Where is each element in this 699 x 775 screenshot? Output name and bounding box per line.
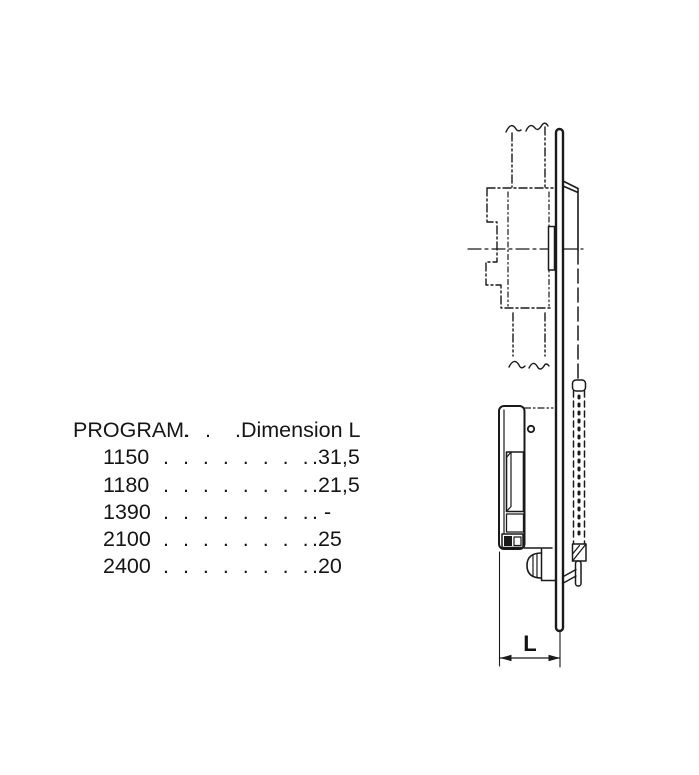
lock-block-inner: [514, 537, 521, 546]
program-number: 1150: [103, 445, 150, 469]
leg-braces: [563, 570, 577, 584]
dimension-l-label: L: [523, 631, 537, 656]
dimension-value: .25: [312, 527, 342, 551]
dimension-value: . -: [312, 500, 332, 524]
dimension-arrow-left: [500, 655, 512, 661]
dimension-value: .21,5: [312, 473, 360, 497]
dot-leader: . . . . . . . .: [163, 473, 309, 497]
program-number: 1180: [103, 473, 150, 497]
screw-stem: [542, 549, 557, 581]
latch-lower-section: [507, 514, 524, 532]
break-line-top: [506, 123, 548, 132]
table-header-leader: . .: [183, 418, 211, 442]
break-line-middle: [509, 361, 549, 369]
strike-box-foot: [573, 380, 586, 391]
program-number: 2400: [103, 554, 151, 578]
dimension-value: .20: [312, 554, 342, 578]
strike-box-lip: [563, 181, 578, 250]
program-number: 2100: [103, 527, 151, 551]
table-header-dimension: .Dimension L: [235, 418, 361, 442]
program-number: 1390: [103, 500, 151, 524]
lock-block-dark: [504, 536, 512, 546]
faceplate: [556, 129, 563, 631]
latch-flap: [507, 452, 524, 512]
dimension-value: .31,5: [312, 445, 360, 469]
table-header-program: PROGRAM.: [73, 418, 191, 442]
dot-leader: . . . . . . . .: [163, 527, 309, 551]
frame-hidden-profile: [486, 188, 553, 308]
mounting-leg: [576, 561, 582, 586]
frame-upper-lines: [512, 127, 545, 187]
dot-leader: . . . . . . . .: [163, 445, 309, 469]
spacer-tab: [549, 227, 555, 271]
screw-head: [527, 553, 542, 578]
dot-leader: . . . . . . . .: [163, 554, 309, 578]
dimension-arrow-right: [549, 655, 561, 661]
screw-hole: [528, 426, 534, 432]
frame-lower-lines: [513, 313, 545, 356]
dot-leader: . . . . . . . .: [163, 500, 309, 524]
